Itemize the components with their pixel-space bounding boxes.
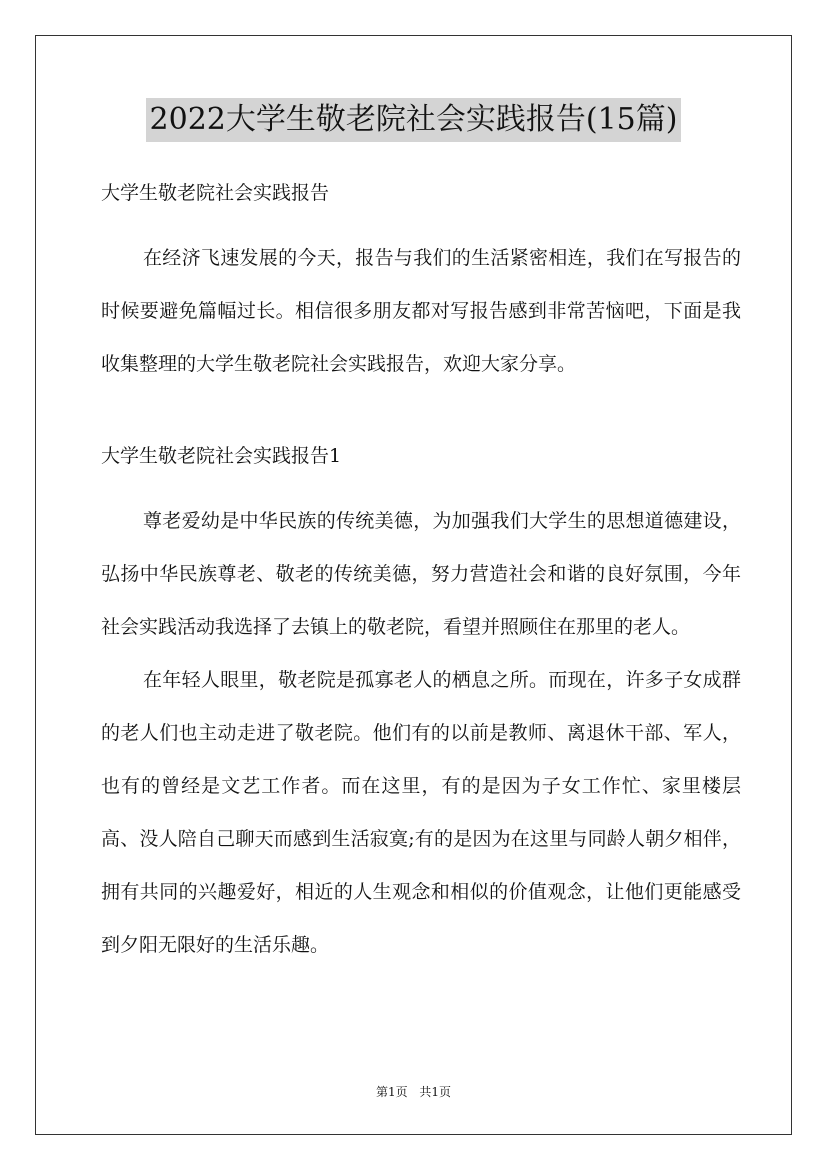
document-body <box>101 174 741 972</box>
section-1-paragraph-2: 在年轻人眼里，敬老院是孤寡老人的栖息之所。而现在，许多子女成群的老人们也主动走进了敬老院。他们有的以前是教师、离退休干部、军人，也有的曾经是文艺工作者。而在这里，有的是因为子女工作忙、家里楼层高、没人陪自己聊天而感到生活寂寞;有的是因为在这里与同龄人朝夕相伴，拥有共同的兴趣爱好，相近的人生观念和相似的价值观念，让他们更能感受到夕阳无限好的生活乐趣。 <box>101 669 741 956</box>
intro-paragraph: 在经济飞速发展的今天，报告与我们的生活紧密相连，我们在写报告的时候要避免篇幅过长。相信很多朋友都对写报告感到非常苦恼吧，下面是我收集整理的大学生敬老院社会实践报告，欢迎大家分享。 <box>101 247 741 375</box>
document-title: 2022大学生敬老院社会实践报告(15篇) <box>146 98 682 142</box>
section-1-paragraph-1: 尊老爱幼是中华民族的传统美德，为加强我们大学生的思想道德建设，弘扬中华民族尊老、敬老的传统美德，努力营造社会和谐的良好氛围，今年社会实践活动我选择了去镇上的敬老院，看望并照顾住在那里的老人。 <box>101 510 741 638</box>
intro-heading: 大学生敬老院社会实践报告 <box>101 182 330 204</box>
page-number: 第1页 <box>375 1085 408 1099</box>
title-container <box>0 98 827 142</box>
section-1-heading: 大学生敬老院社会实践报告1 <box>101 445 342 467</box>
section-spacer <box>101 391 741 437</box>
page-footer <box>0 1083 827 1101</box>
page-total: 共1页 <box>419 1085 452 1099</box>
